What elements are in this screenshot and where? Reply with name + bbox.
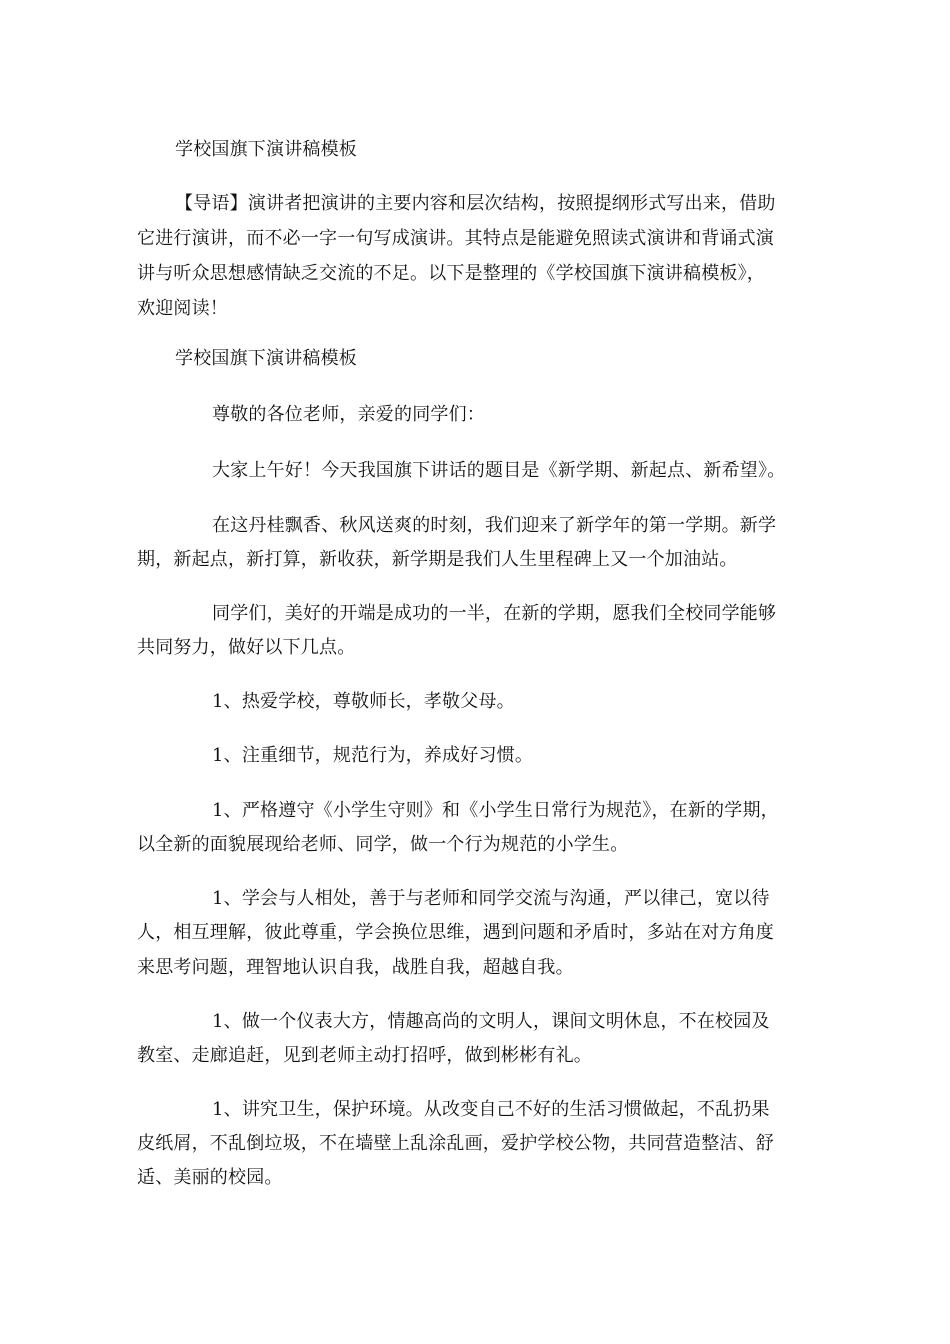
list-item: 1、注重细节，规范行为，养成好习惯。	[212, 745, 534, 766]
list-item: 1、讲究卫生，保护环境。从改变自己不好的生活习惯做起，不乱扔果	[212, 1099, 770, 1120]
paragraph-line: 共同努力，做好以下几点。	[137, 637, 356, 658]
list-item: 人，相互理解，彼此尊重，学会换位思维，遇到问题和矛盾时，多站在对方角度	[137, 922, 774, 943]
paragraph-line: 期，新起点，新打算，新收获，新学期是我们人生里程碑上又一个加油站。	[137, 549, 738, 570]
intro-line: 【导语】演讲者把演讲的主要内容和层次结构，按照提纲形式写出来，借助	[175, 193, 776, 214]
section-subtitle: 学校国旗下演讲稿模板	[175, 348, 357, 369]
greeting: 大家上午好！今天我国旗下讲话的题目是《新学期、新起点、新希望》。	[212, 460, 786, 481]
paragraph-line: 同学们，美好的开端是成功的一半，在新的学期，愿我们全校同学能够	[212, 603, 777, 624]
list-item: 1、热爱学校，尊敬师长，孝敬父母。	[212, 691, 515, 712]
list-item: 皮纸屑，不乱倒垃圾，不在墙壁上乱涂乱画，爱护学校公物，共同营造整洁、舒	[137, 1133, 774, 1154]
list-item: 1、做一个仪表大方，情趣高尚的文明人，课间文明休息，不在校园及	[212, 1011, 770, 1032]
salutation: 尊敬的各位老师，亲爱的同学们：	[212, 404, 485, 425]
list-item: 1、学会与人相处，善于与老师和同学交流与沟通，严以律己，宽以待	[212, 888, 770, 909]
document-title: 学校国旗下演讲稿模板	[175, 139, 357, 160]
list-item: 1、严格遵守《小学生守则》和《小学生日常行为规范》，在新的学期，	[212, 800, 779, 821]
list-item: 来思考问题，理智地认识自我，战胜自我，超越自我。	[137, 957, 574, 978]
intro-line: 欢迎阅读！	[137, 298, 228, 319]
list-item: 以全新的面貌展现给老师、同学，做一个行为规范的小学生。	[137, 834, 629, 855]
paragraph-line: 在这丹桂飘香、秋风送爽的时刻，我们迎来了新学年的第一学期。新学	[212, 515, 777, 536]
intro-line: 它进行演讲，而不必一字一句写成演讲。其特点是能避免照读式演讲和背诵式演	[137, 228, 774, 249]
list-item: 教室、走廊追赶，见到老师主动打招呼，做到彬彬有礼。	[137, 1045, 592, 1066]
intro-line: 讲与听众思想感情缺乏交流的不足。以下是整理的《学校国旗下演讲稿模板》，	[137, 263, 765, 284]
list-item: 适、美丽的校园。	[137, 1167, 283, 1188]
